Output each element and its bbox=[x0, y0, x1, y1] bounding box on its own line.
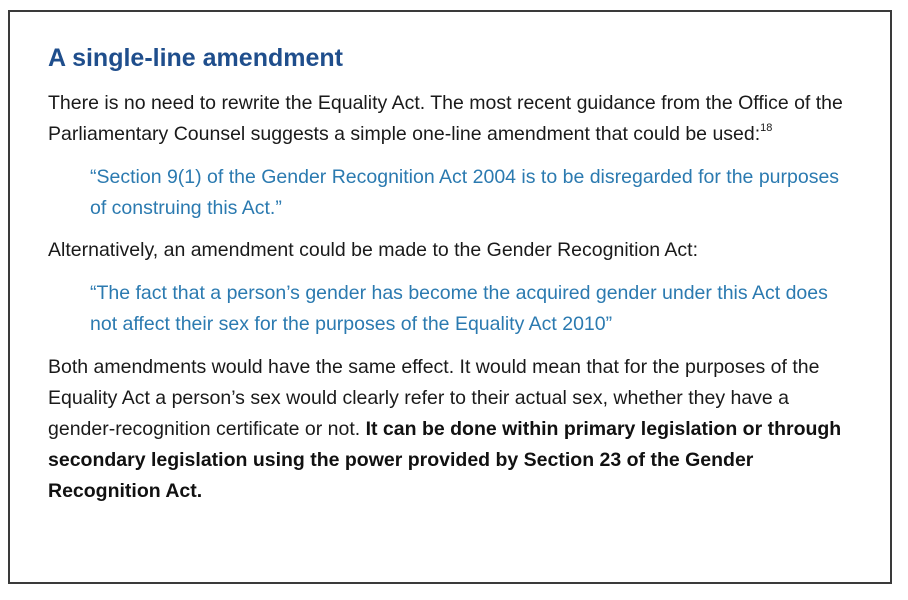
intro-paragraph bbox=[48, 88, 854, 150]
conclusion-emphasis: It can be done within primary legislation or through secondary legislation using the power provided by Section 23 of the Gender Recognition Act. bbox=[48, 418, 842, 502]
conclusion-paragraph bbox=[48, 352, 854, 507]
callout-title: A single-line amendment bbox=[48, 44, 343, 72]
alternative-paragraph: Alternatively, an amendment could be made to the Gender Recognition Act: bbox=[48, 239, 699, 261]
amendment-callout-box bbox=[8, 10, 892, 584]
conclusion-text: Both amendments would have the same effect. It would mean that for the purposes of the Equality Act a person’s sex would clearly refer to their actual sex, whether they have a gender-recognition certificate or not. bbox=[48, 356, 820, 440]
footnote-reference[interactable]: 18 bbox=[760, 121, 773, 134]
gender-recognition-act-amendment-quote: “The fact that a person’s gender has become the acquired gender under this Act does not affect their sex for the purposes of the Equality Act 2010” bbox=[90, 282, 828, 335]
intro-text: There is no need to rewrite the Equality Act. The most recent guidance from the Office of the Parliamentary Counsel suggests a simple one-line amendment that could be used: bbox=[48, 92, 843, 145]
equality-act-amendment-quote: “Section 9(1) of the Gender Recognition Act 2004 is to be disregarded for the purposes of construing this Act.” bbox=[90, 166, 840, 219]
